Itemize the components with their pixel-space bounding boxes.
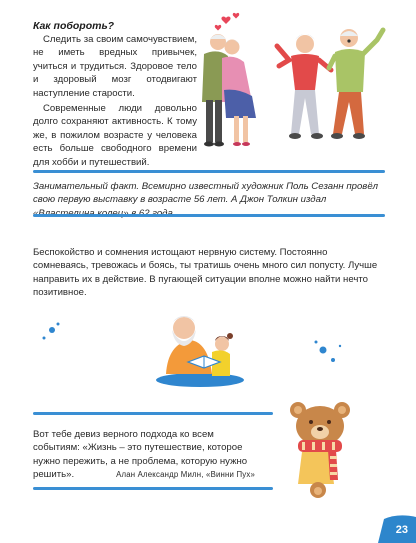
elderly-couple-dancing-illustration xyxy=(265,22,393,144)
motto-text: Вот тебе девиз верного подхода ко всем событиям: «Жизнь – это путешествие, которое нужно пережить, а не проблема, которую нужно решить». xyxy=(33,429,248,481)
divider-line xyxy=(33,487,273,490)
divider-line xyxy=(33,214,385,217)
section-heading: Как побороть? xyxy=(33,20,115,32)
anxiety-paragraph: Беспокойство и сомнения истощают нервную систему. Постоянно сомневаясь, тревожась и боясь, ты тратишь очень много сил попусту. Лучше направить их в действие. В пугающей ситуации вполне можно найти нечто позитивное. xyxy=(33,247,378,299)
intro-paragraph-1: Следить за своим самочувствием, не иметь вредных привычек, учиться и трудиться. Здоровое тело и здоровый мозг отодвигают наступление старости. xyxy=(33,34,197,99)
intro-paragraph-2: Современные люди довольно долго сохраняют активность. К тому же, в пожилом возрасте у человека есть больше свободного времени для хобби и путешествий. xyxy=(33,103,197,168)
teddy-bear-illustration xyxy=(288,398,352,502)
elderly-couple-hugging-illustration xyxy=(196,12,258,152)
quote-author: Алан Александр Милн, «Винни Пух» xyxy=(116,470,255,479)
divider-line xyxy=(33,412,273,415)
page-number-badge xyxy=(378,515,416,543)
grandpa-reading-illustration xyxy=(40,310,380,390)
fun-fact-text: Занимательный факт. Всемирно известный художник Поль Сезанн провёл свою первую выставку в возрасте 56 лет. А Джон Толкин издал xyxy=(33,181,379,206)
page-number: 23 xyxy=(395,524,408,536)
divider-line xyxy=(33,170,385,173)
intro-text xyxy=(33,33,197,169)
